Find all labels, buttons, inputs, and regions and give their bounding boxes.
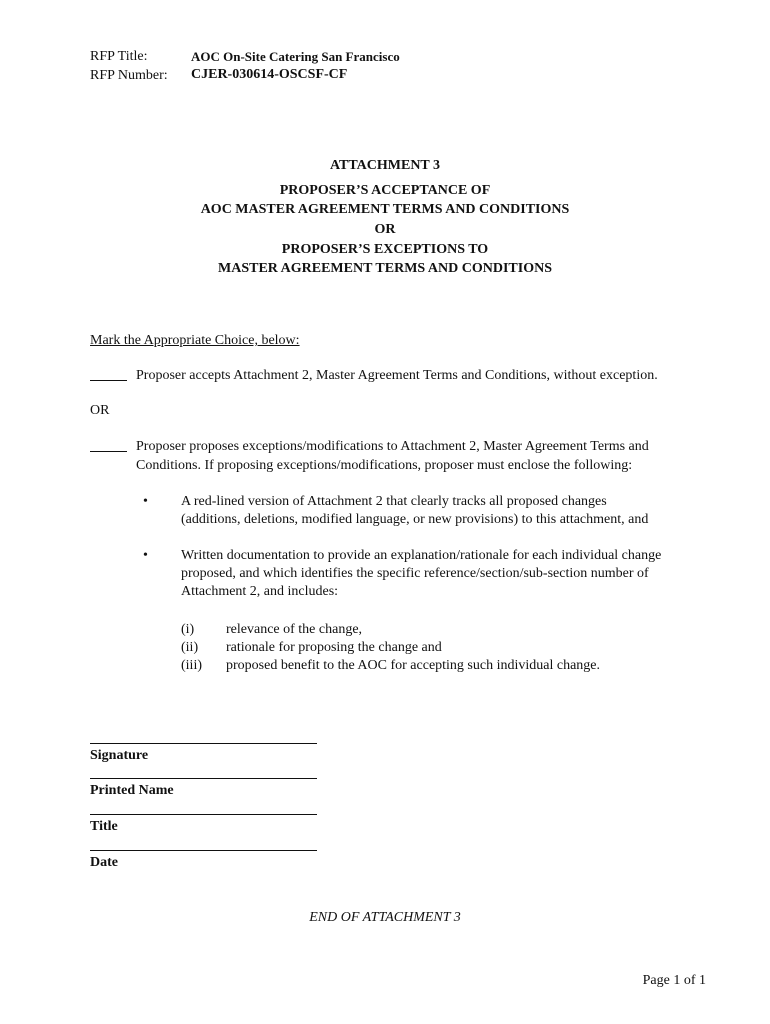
title-line[interactable] <box>90 814 317 815</box>
bullet-1-marker: • <box>143 494 148 509</box>
title-line-4: OR <box>374 222 396 237</box>
option-exceptions-checkline[interactable] <box>90 439 127 452</box>
title-line-3: AOC MASTER AGREEMENT TERMS AND CONDITIONS <box>200 202 570 217</box>
bullet-1-text-1: A red-lined version of Attachment 2 that clearly tracks all proposed changes <box>181 494 607 509</box>
rfp-title-value: AOC On-Site Catering San Francisco <box>191 49 400 64</box>
or-text: OR <box>90 403 110 418</box>
bullet-2-marker: • <box>143 548 148 563</box>
title-line-5: PROPOSER’S EXCEPTIONS TO <box>281 242 489 257</box>
option-exceptions-text-1: Proposer proposes exceptions/modifications to Attachment 2, Master Agreement Terms and <box>136 439 649 454</box>
bullet-1-text-2: (additions, deletions, modified language, or new provisions) to this attachment, and <box>181 512 649 527</box>
option-accept <box>90 368 127 386</box>
printed-name-line[interactable] <box>90 778 317 779</box>
bullet-2-text-1: Written documentation to provide an explanation/rationale for each individual change <box>181 548 662 563</box>
rfp-title-label: RFP Title: <box>90 49 148 64</box>
sub-item-2-text: rationale for proposing the change and <box>226 640 442 655</box>
instruction-text: Mark the Appropriate Choice, below: <box>90 333 300 348</box>
title-line-6: MASTER AGREEMENT TERMS AND CONDITIONS <box>218 261 552 276</box>
option-accept-text: Proposer accepts Attachment 2, Master Agreement Terms and Conditions, without exception. <box>136 368 658 383</box>
title-line-1: ATTACHMENT 3 <box>329 158 441 173</box>
sub-item-2-num: (ii) <box>181 640 199 655</box>
signature-label: Signature <box>90 748 149 763</box>
signature-line[interactable] <box>90 743 317 744</box>
option-exceptions <box>90 439 127 457</box>
title-label: Title <box>90 819 118 834</box>
bullet-2-text-3: Attachment 2, and includes: <box>181 584 339 599</box>
end-of-attachment: END OF ATTACHMENT 3 <box>309 910 461 925</box>
printed-name-label: Printed Name <box>90 783 174 798</box>
date-label: Date <box>90 855 118 870</box>
sub-item-1-text: relevance of the change, <box>226 622 363 637</box>
bullet-2-text-2: proposed, and which identifies the specific reference/section/sub-section number of <box>181 566 649 581</box>
date-line[interactable] <box>90 850 317 851</box>
option-exceptions-text-2: Conditions. If proposing exceptions/modifications, proposer must enclose the following: <box>136 458 633 473</box>
rfp-number-value: CJER-030614-OSCSF-CF <box>191 67 348 82</box>
title-line-2: PROPOSER’S ACCEPTANCE OF <box>279 183 491 198</box>
rfp-number-label: RFP Number: <box>90 68 168 83</box>
sub-item-1-num: (i) <box>181 622 195 637</box>
sub-item-3-text: proposed benefit to the AOC for accepting such individual change. <box>226 658 601 673</box>
sub-item-3-num: (iii) <box>181 658 202 673</box>
option-accept-checkline[interactable] <box>90 368 127 381</box>
page-number: Page 1 of 1 <box>642 973 706 988</box>
